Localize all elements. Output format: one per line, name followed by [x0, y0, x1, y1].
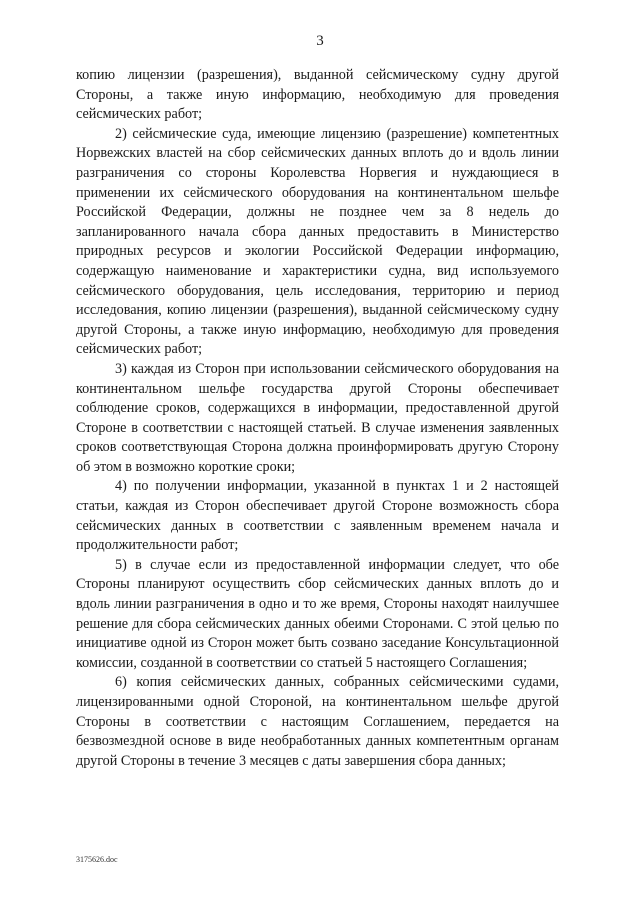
paragraph-continuation: копию лицензии (разрешения), выданной сейсмическому судну другой Стороны, а также иную информацию, необходимую для проведения сейсмических работ; — [76, 67, 559, 123]
paragraph-item-5: 5) в случае если из предоставленной информации следует, что обе Стороны планируют осуществить сбор сейсмических данных вплоть до и вдоль линии разграничения в одно и то же время, Стороны находят наилучшее решение для сбора сейсмических данных обеими Сторонами. С этой целью по инициативе одной из Сторон может быть созвано заседание Консультационной комиссии, созданной в соответствии со статьей 5 настоящего Соглашения; — [76, 556, 559, 671]
footer-filename: 3175626.doc — [76, 855, 118, 864]
page-number: 3 — [316, 33, 324, 49]
paragraph-item-6: 6) копия сейсмических данных, собранных сейсмическими судами, лицензированными одной Стороной, на континентальном шельфе другой Стороны в соответствии с настоящим Соглашением, передается на безвозмездной основе в виде необработанных данных компетентным органам другой Стороны в течение 3 месяцев с даты завершения сбора данных; — [76, 674, 559, 769]
paragraph-item-3: 3) каждая из Сторон при использовании сейсмического оборудования на континентальном шельфе государства другой Стороны обеспечивает соблюдение сроков, содержащихся в информации, предоставленной другой Стороне в соответствии с настоящей статьей. В случае изменения заявленных сроков соответствующая Сторона должна проинформировать другую Сторону об этом в возможно короткие сроки; — [76, 360, 559, 475]
document-body — [76, 66, 559, 771]
paragraph-item-4: 4) по получении информации, указанной в пунктах 1 и 2 настоящей статьи, каждая из Сторон обеспечивает другой Стороне возможность сбора сейсмических данных в соответствии с заявленным временем начала и продолжительности работ; — [76, 478, 559, 554]
paragraph-item-2: 2) сейсмические суда, имеющие лицензию (разрешение) компетентных Норвежских властей на сбор сейсмических данных вплоть до и вдоль линии разграничения со стороны Королевства Норвегия и нуждающиеся в применении их сейсмического оборудования на континентальном шельфе Российской Федерации, должны не позднее чем за 8 недель до запланированного начала сбора данных предоставить в Министерство природных ресурсов и экологии Российской Федерации информацию, содержащую наименование и характеристики судна, вид используемого сейсмического оборудования, цель исследования, территорию и период исследования, копию лицензии (разрешения), выданной сейсмическому судну другой Стороны, а также иную информацию, необходимую для проведения сейсмических работ; — [76, 125, 559, 358]
